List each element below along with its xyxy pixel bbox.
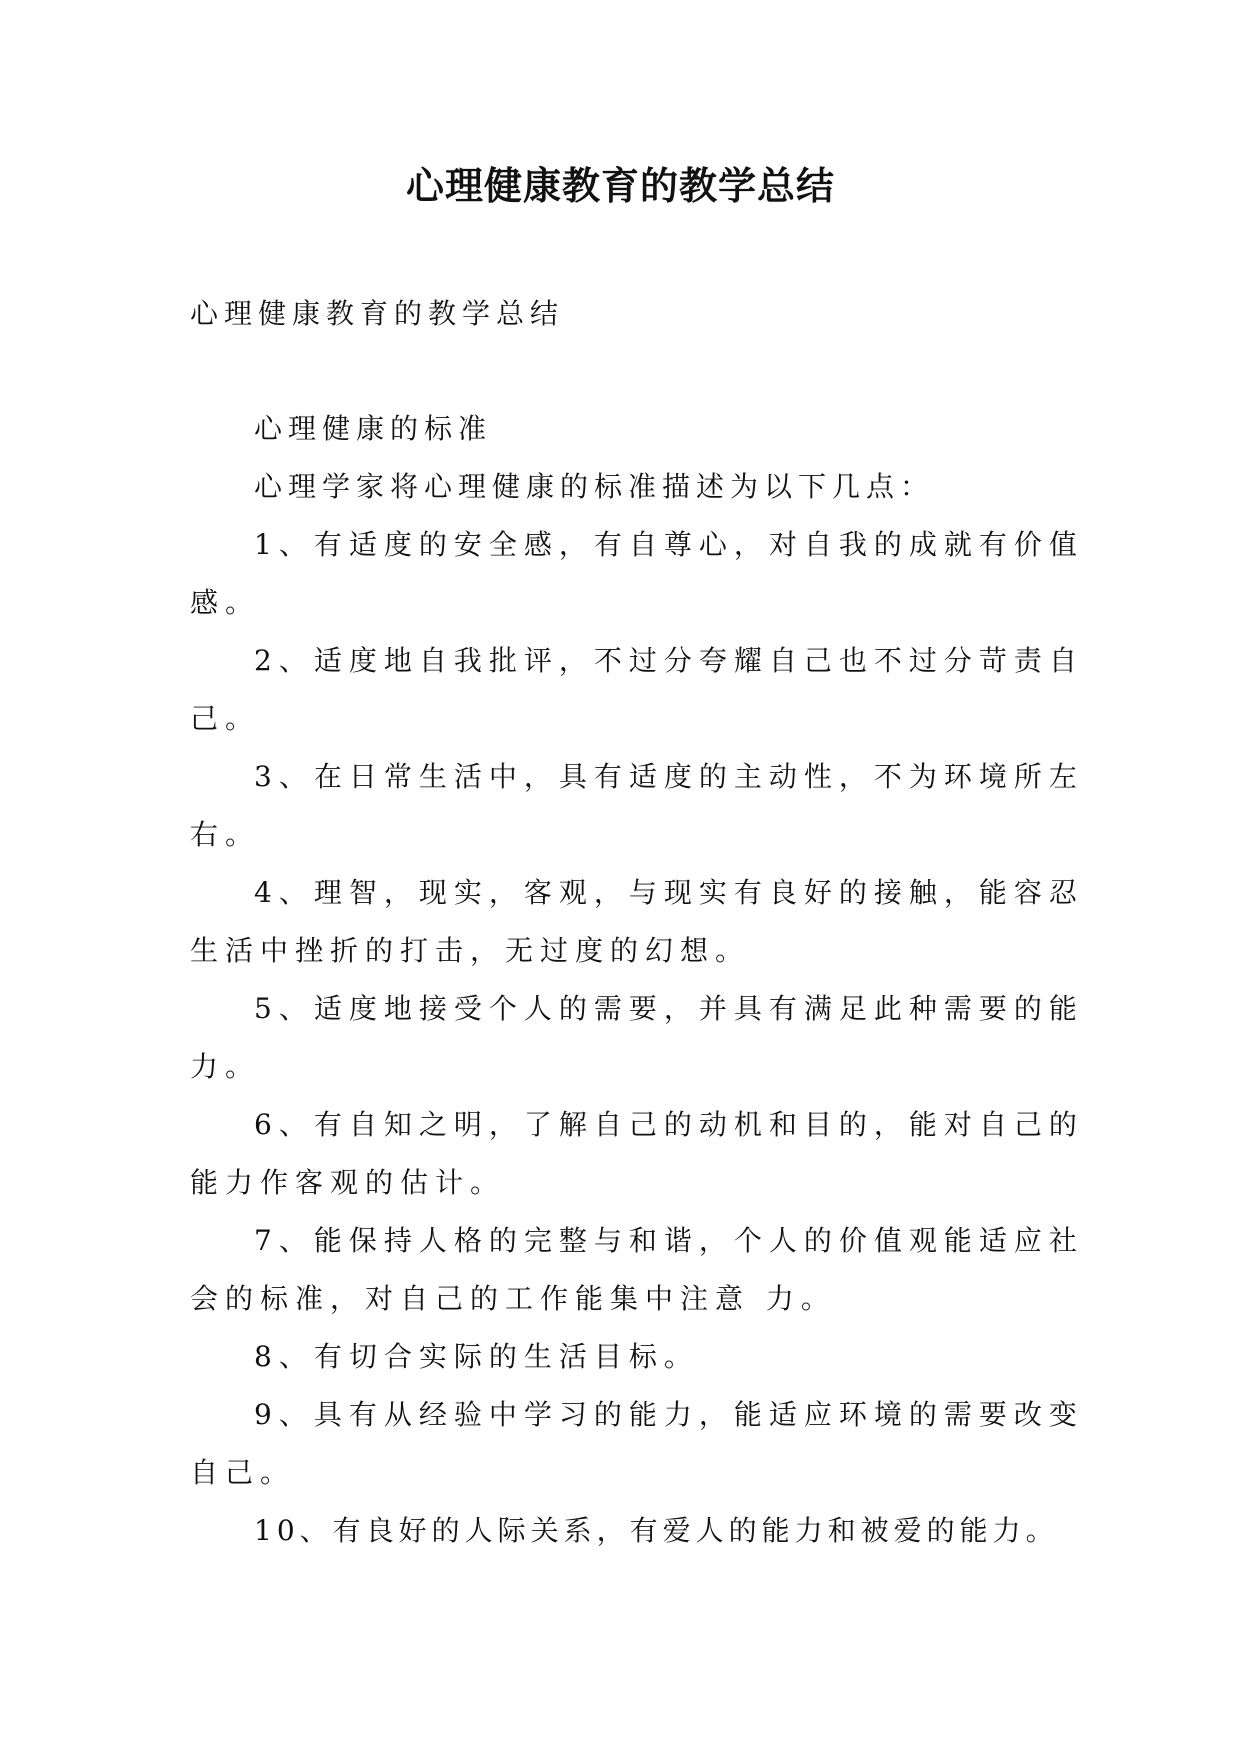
list-item-line: 10、有良好的人际关系，有爱人的能力和被爱的能力。	[254, 1514, 1059, 1547]
list-item-line: 2、适度地自我批评，不过分夸耀自己也不过分苛责自	[254, 644, 1084, 677]
list-item-line: 己。	[190, 702, 261, 735]
list-item	[190, 1328, 1050, 1386]
list-item	[190, 1386, 1084, 1502]
section-heading: 心理健康的标准	[254, 412, 493, 445]
list-item-line: 感。	[190, 586, 261, 619]
list-item-line: 1、有适度的安全感，有自尊心，对自我的成就有价值	[254, 528, 1084, 561]
list-item	[190, 864, 1084, 980]
list-item	[190, 516, 1084, 632]
document-title: 心理健康教育的教学总结	[405, 164, 835, 208]
list-item-line: 生活中挫折的打击，无过度的幻想。	[190, 934, 751, 967]
list-item-line: 自己。	[190, 1456, 296, 1489]
list-item	[190, 980, 1084, 1096]
list-item-line: 9、具有从经验中学习的能力，能适应环境的需要改变	[254, 1398, 1084, 1431]
list-item-line: 8、有切合实际的生活目标。	[254, 1340, 699, 1373]
intro-paragraph: 心理学家将心理健康的标准描述为以下几点：	[254, 470, 935, 503]
list-item	[190, 1212, 1084, 1328]
list-item	[190, 1096, 1084, 1212]
list-item-line: 4、理智，现实，客观，与现实有良好的接触，能容忍	[254, 876, 1084, 909]
list-item	[190, 632, 1084, 748]
list-item-line: 会的标准，对自己的工作能集中注意 力。	[190, 1282, 836, 1315]
list-item-line: 5、适度地接受个人的需要，并具有满足此种需要的能	[254, 992, 1084, 1025]
list-item-line: 力。	[190, 1050, 261, 1083]
list-item-line: 右。	[190, 818, 261, 851]
list-item-line: 3、在日常生活中，具有适度的主动性，不为环境所左	[254, 760, 1084, 793]
list-item	[190, 1502, 1059, 1560]
list-item	[190, 748, 1084, 864]
document-subtitle: 心理健康教育的教学总结	[190, 297, 565, 330]
list-item-line: 能力作客观的估计。	[190, 1166, 506, 1199]
list-item-line: 7、能保持人格的完整与和谐，个人的价值观能适应社	[254, 1224, 1084, 1257]
list-item-line: 6、有自知之明，了解自己的动机和目的，能对自己的	[254, 1108, 1084, 1141]
